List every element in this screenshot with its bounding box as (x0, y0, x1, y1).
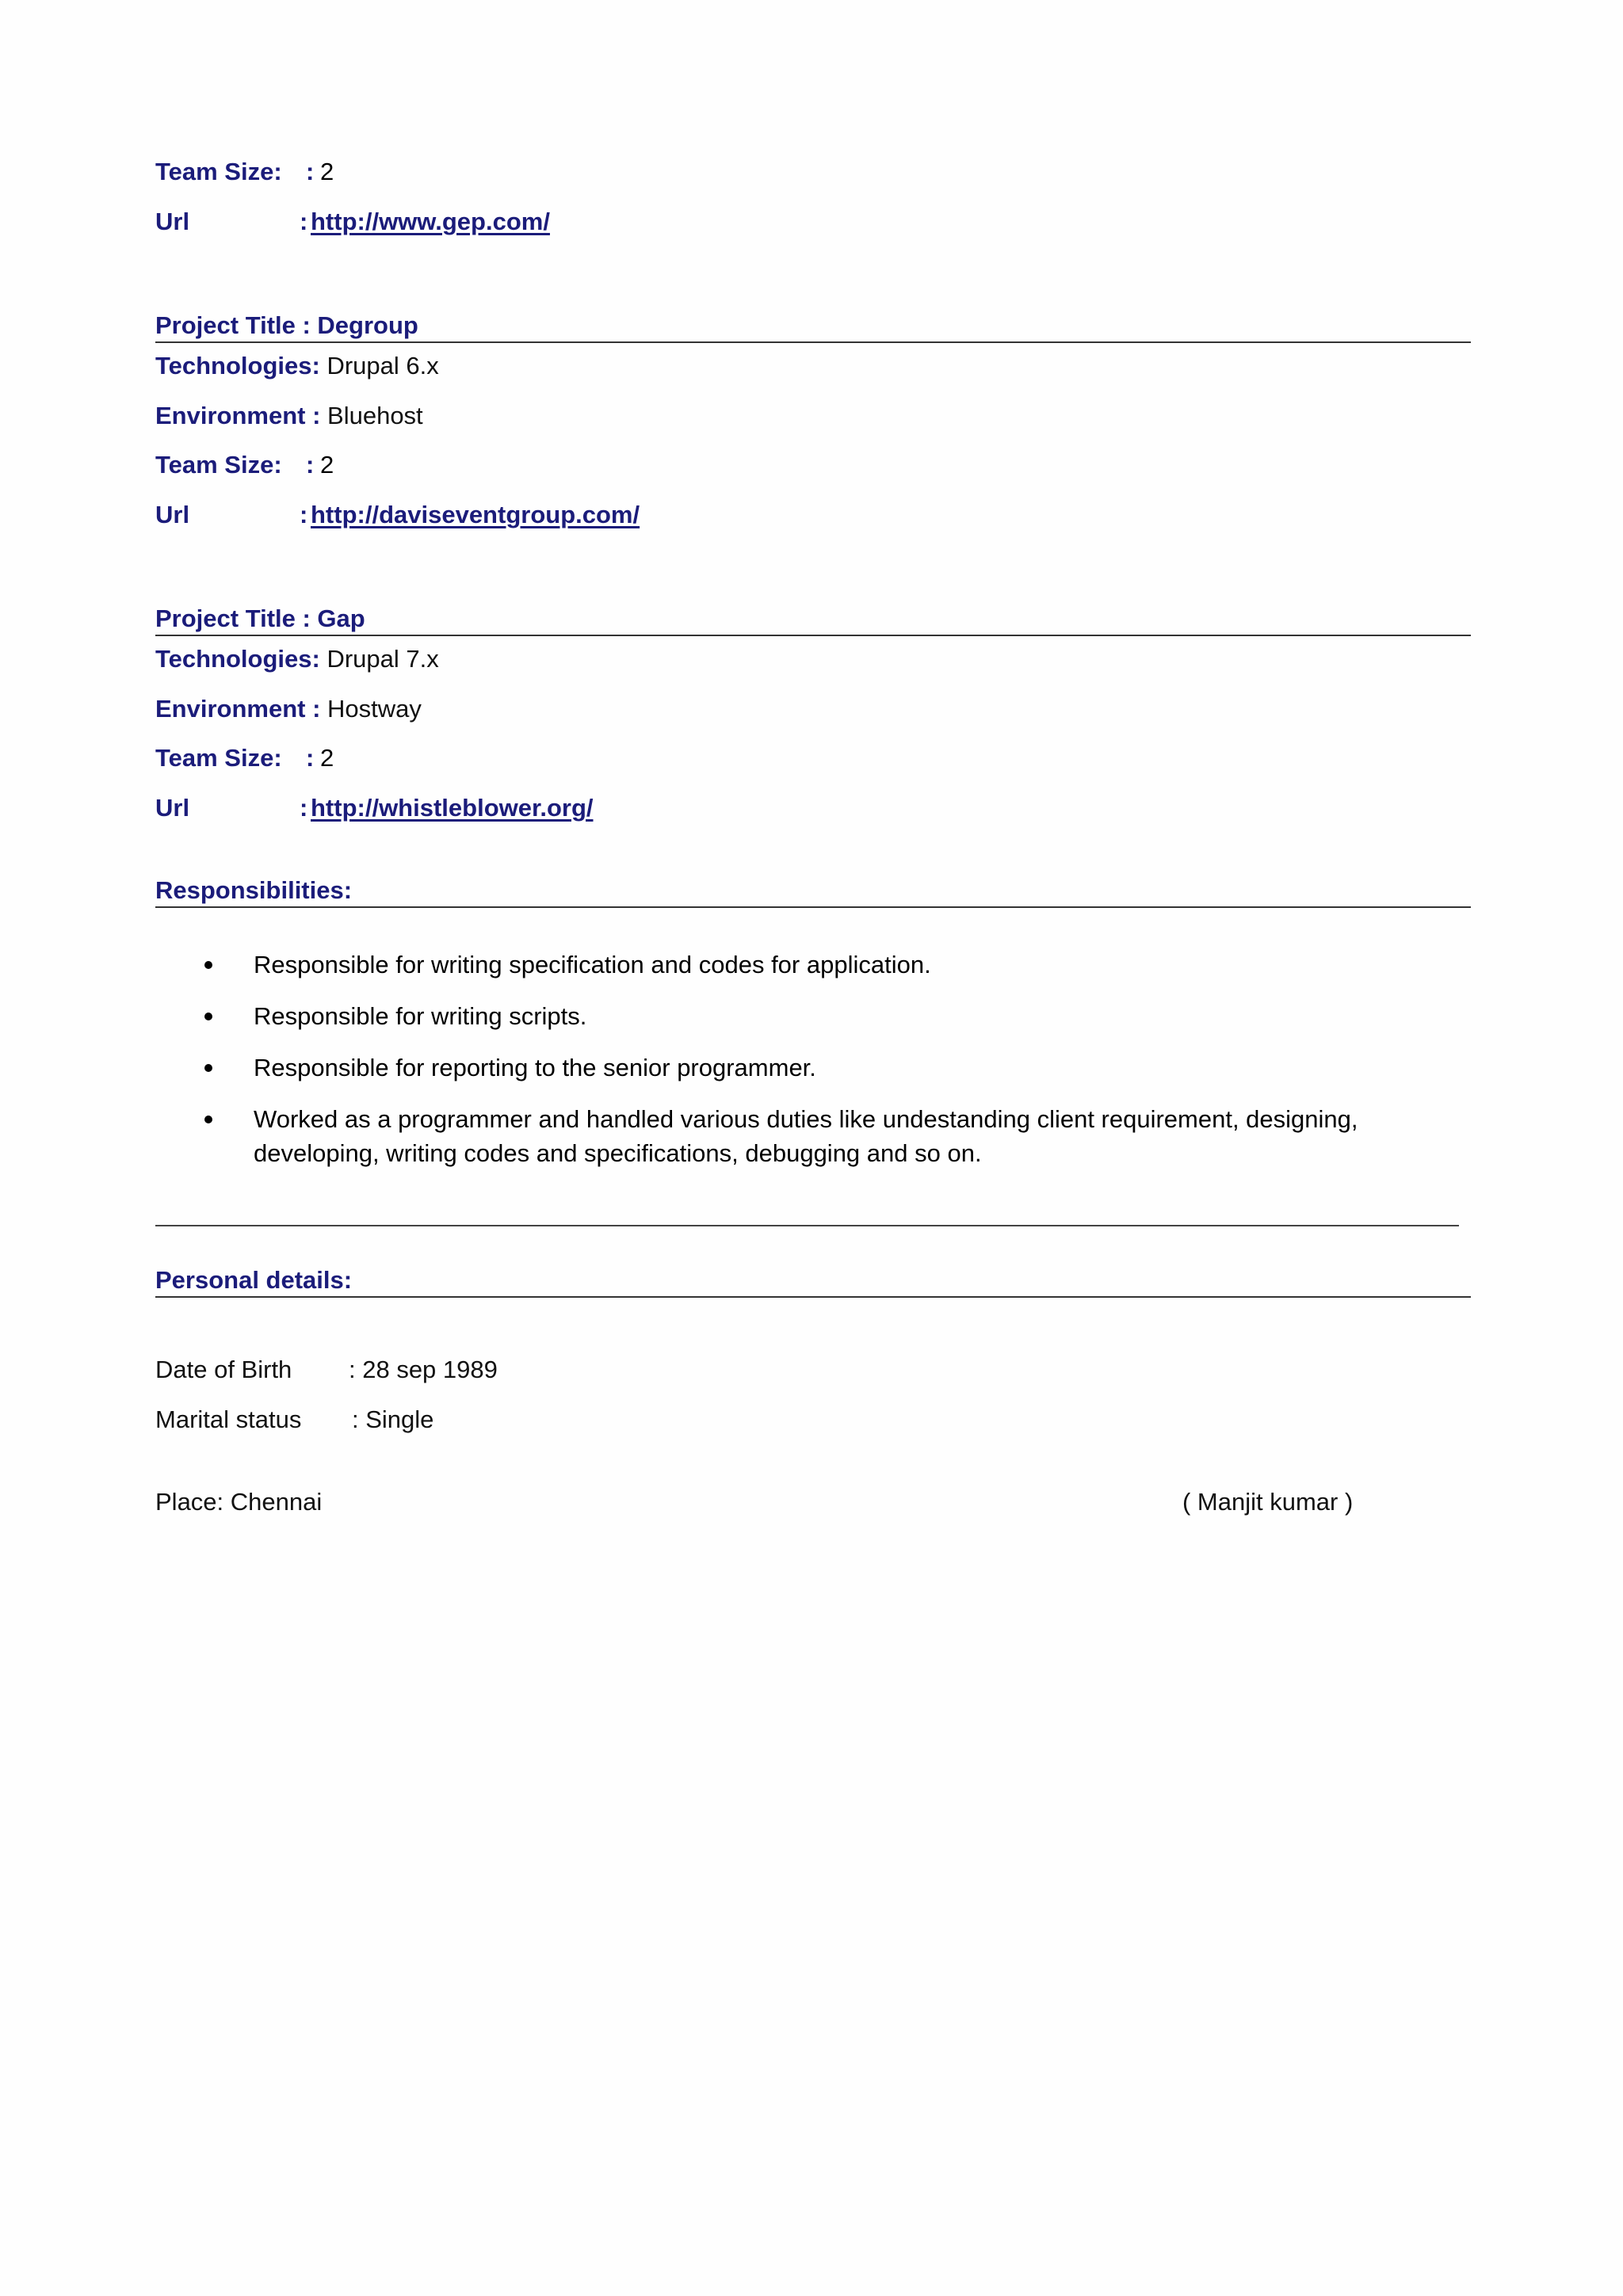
responsibilities-title: Responsibilities: (155, 875, 1471, 908)
section-divider (155, 1225, 1459, 1226)
list-item-text: Worked as a programmer and handled various duties like undestanding client requirement, designing, developing, writing codes and specifications, debugging and so on. (254, 1105, 1358, 1167)
marital-status-value: : Single (352, 1405, 434, 1433)
technologies-row (155, 643, 439, 675)
url-link[interactable]: http://daviseventgroup.com/ (311, 501, 640, 528)
team-size-row (155, 449, 334, 481)
team-size-row (155, 742, 334, 774)
url-colon: : (300, 794, 308, 822)
list-item (155, 948, 1423, 982)
responsibilities-list (155, 948, 1423, 1188)
technologies-value: Drupal 6.x (327, 352, 439, 379)
technologies-label: Technologies: (155, 645, 320, 673)
project-title-gap: Project Title : Gap (155, 603, 1471, 636)
list-item-text: Responsible for writing scripts. (254, 1002, 587, 1030)
environment-label: Environment : (155, 695, 321, 723)
dob-row (155, 1354, 498, 1386)
bullet-icon (204, 961, 212, 969)
url-label: Url (155, 208, 190, 235)
place: Place: Chennai (155, 1488, 323, 1516)
personal-details-title: Personal details: (155, 1264, 1471, 1298)
bullet-icon (204, 1013, 212, 1020)
url-row (155, 499, 640, 531)
environment-value: Hostway (327, 695, 422, 723)
project-title-degroup: Project Title : Degroup (155, 310, 1471, 343)
url-link[interactable]: http://whistleblower.org/ (311, 794, 594, 822)
url-row (155, 792, 594, 824)
url-row (155, 206, 550, 238)
list-item (155, 1102, 1423, 1170)
url-label: Url (155, 501, 190, 528)
dob-value: : 28 sep 1989 (349, 1356, 498, 1383)
list-item-text: Responsible for writing specification and codes for application. (254, 951, 931, 978)
environment-value: Bluehost (327, 402, 423, 429)
team-size-colon: : (306, 451, 315, 479)
team-size-colon: : (306, 744, 315, 772)
team-size-row (155, 156, 334, 188)
environment-row (155, 693, 422, 725)
url-colon: : (300, 501, 308, 528)
bullet-icon (204, 1064, 212, 1072)
environment-row (155, 400, 423, 432)
dob-label: Date of Birth (155, 1356, 292, 1383)
list-item (155, 999, 1423, 1033)
team-size-value: 2 (320, 451, 334, 479)
signature-name: ( Manjit kumar ) (1182, 1488, 1354, 1516)
team-size-label: Team Size: (155, 451, 282, 479)
team-size-label: Team Size: (155, 158, 282, 185)
technologies-value: Drupal 7.x (327, 645, 439, 673)
url-colon: : (300, 208, 308, 235)
url-link[interactable]: http://www.gep.com/ (311, 208, 550, 235)
bullet-icon (204, 1116, 212, 1123)
marital-status-row (155, 1404, 434, 1436)
list-item-text: Responsible for reporting to the senior programmer. (254, 1054, 816, 1081)
url-label: Url (155, 794, 190, 822)
technologies-row (155, 350, 439, 382)
list-item (155, 1051, 1423, 1085)
team-size-label: Team Size: (155, 744, 282, 772)
environment-label: Environment : (155, 402, 321, 429)
team-size-value: 2 (320, 744, 334, 772)
team-size-value: 2 (320, 158, 334, 185)
team-size-colon: : (306, 158, 315, 185)
marital-status-label: Marital status (155, 1405, 302, 1433)
technologies-label: Technologies: (155, 352, 320, 379)
